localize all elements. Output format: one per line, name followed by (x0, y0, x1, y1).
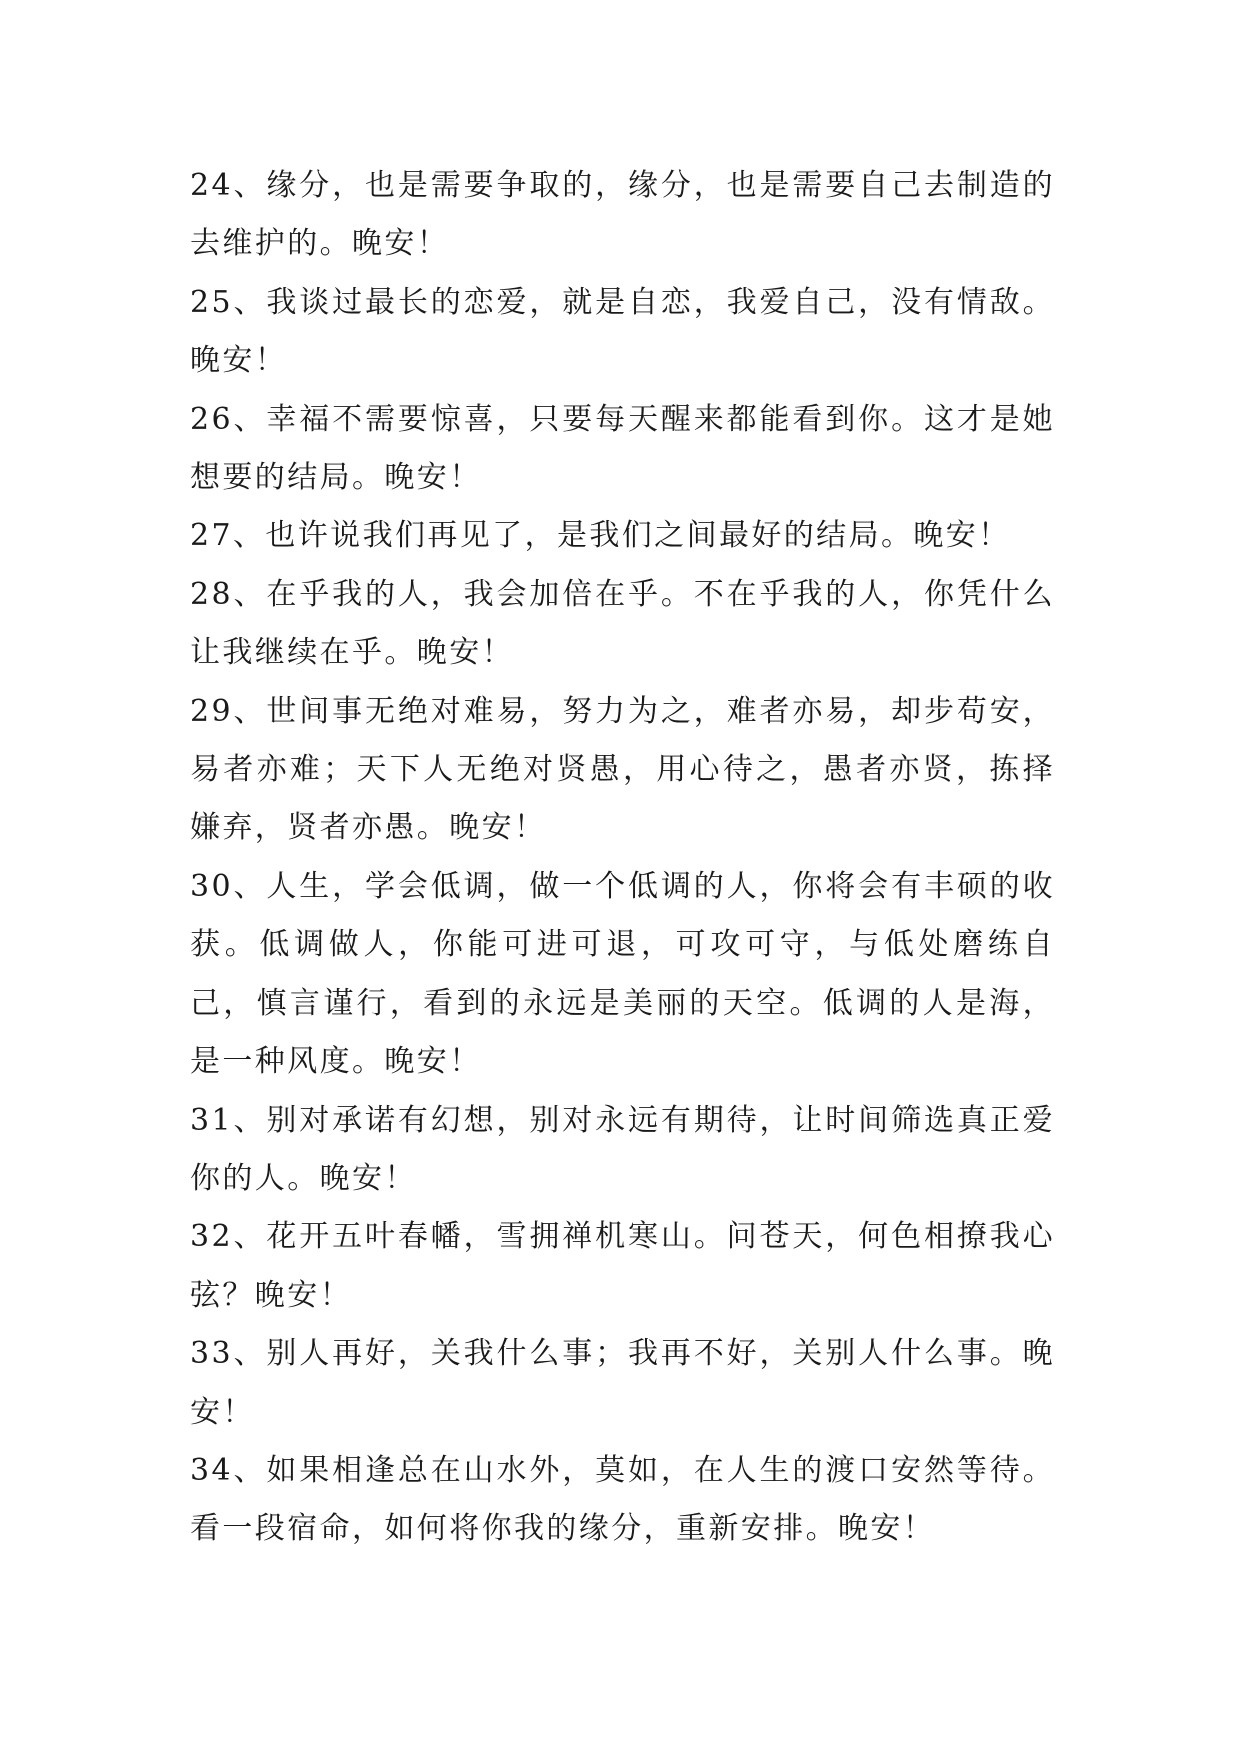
entry-28: 28、在乎我的人，我会加倍在乎。不在乎我的人，你凭什么让我继续在乎。晚安！ (190, 576, 1055, 671)
entry-32: 32、花开五叶春幡，雪拥禅机寒山。问苍天，何色相撩我心弦？晚安！ (190, 1219, 1055, 1313)
entry-33: 33、别人再好，关我什么事；我再不好，关别人什么事。晚安！ (190, 1336, 1055, 1430)
entry-29: 29、世间事无绝对难易，努力为之，难者亦易，却步苟安，易者亦难；天下人无绝对贤愚，用心待之，愚者亦贤，拣择嫌弃，贤者亦愚。晚安！ (190, 693, 1055, 846)
entry-26: 26、幸福不需要惊喜，只要每天醒来都能看到你。这才是她想要的结局。晚安！ (190, 401, 1055, 496)
document-body (190, 157, 1055, 1559)
entry-24: 24、缘分，也是需要争取的，缘分，也是需要自己去制造的去维护的。晚安！ (190, 168, 1055, 262)
entry-34: 34、如果相逢总在山水外，莫如，在人生的渡口安然等待。看一段宿命，如何将你我的缘分，重新安排。晚安！ (190, 1452, 1055, 1547)
entry-27: 27、也许说我们再见了，是我们之间最好的结局。晚安！ (190, 518, 1011, 554)
entry-30: 30、人生，学会低调，做一个低调的人，你将会有丰硕的收获。低调做人，你能可进可退，可攻可守，与低处磨练自己，慎言谨行，看到的永远是美丽的天空。低调的人是海，是一种风度。晚安！ (190, 868, 1055, 1080)
entry-25: 25、我谈过最长的恋爱，就是自恋，我爱自己，没有情敌。晚安！ (190, 284, 1055, 379)
entry-31: 31、别对承诺有幻想，别对永远有期待，让时间筛选真正爱你的人。晚安！ (190, 1102, 1055, 1196)
